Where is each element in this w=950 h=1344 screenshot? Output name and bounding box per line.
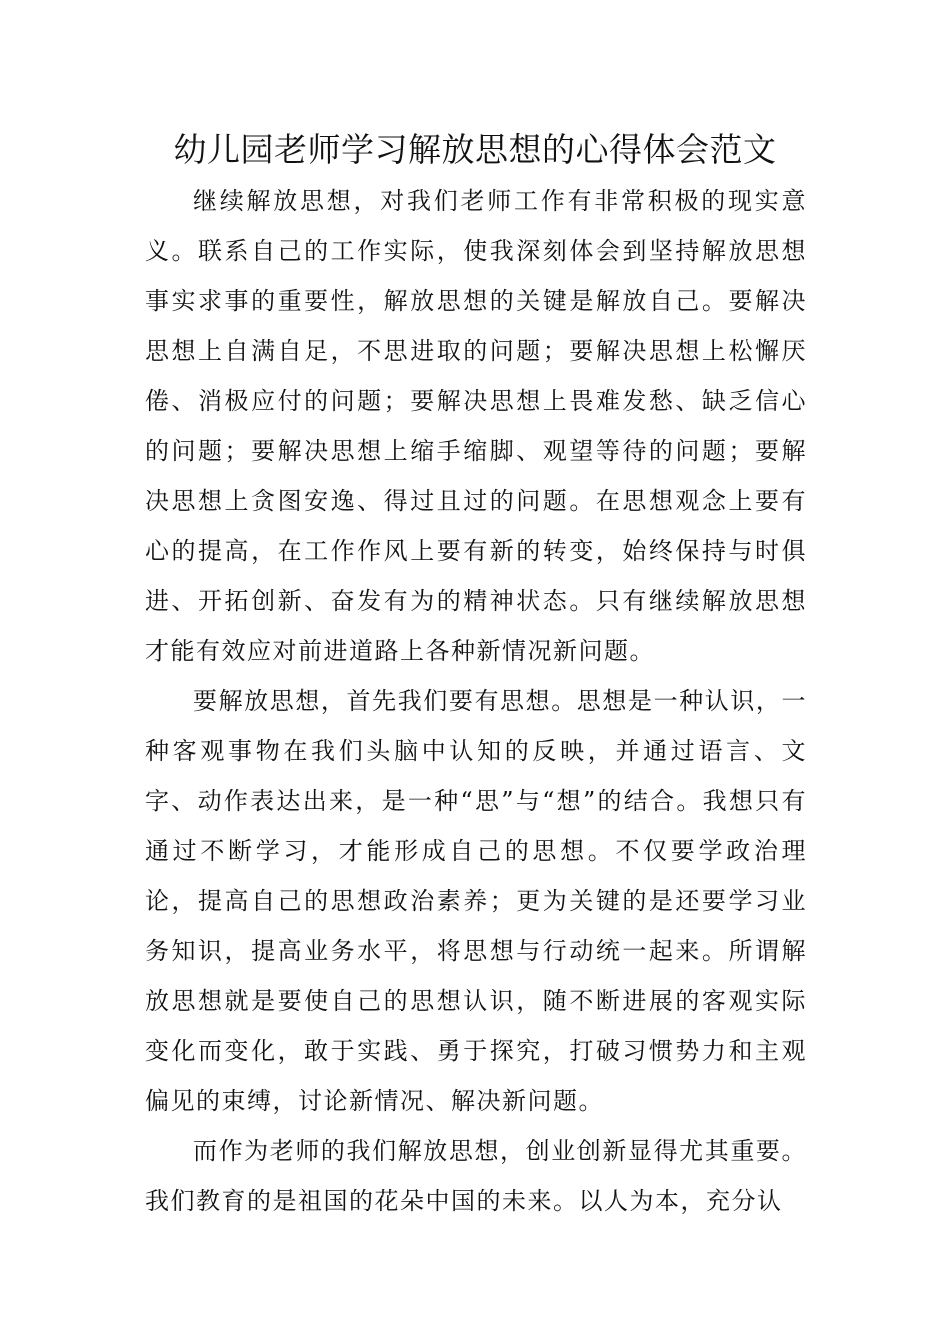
document-title: 幼儿园老师学习解放思想的心得体会范文 [173,130,777,169]
paragraph: 继续解放思想，对我们老师工作有非常积极的现实意义。联系自己的工作实际，使我深刻体会到坚持解放思想事实求事的重要性，解放思想的关键是解放自己。要解决思想上自满自足，不思进取的问题；要解决思想上松懈厌倦、消极应付的问题；要解决思想上畏难发愁、缺乏信心的问题；要解决思想上缩手缩脚、观望等待的问题；要解决思想上贪图安逸、得过且过的问题。在思想观念上要有心的提高，在工作作风上要有新的转变，始终保持与时俱进、开拓创新、奋发有为的精神状态。只有继续解放思想才能有效应对前进道路上各种新情况新问题。 [145,187,807,665]
document-body [145,176,807,1226]
paragraph: 要解放思想，首先我们要有思想。思想是一种认识，一种客观事物在我们头脑中认知的反映，并通过语言、文字、动作表达出来，是一种“思”与“想”的结合。我想只有通过不断学习，才能形成自己的思想。不仅要学政治理论，提高自己的思想政治素养；更为关键的是还要学习业务知识，提高业务水平，将思想与行动统一起来。所谓解放思想就是要使自己的思想认识，随不断进展的客观实际变化而变化，敢于实践、勇于探究，打破习惯势力和主观偏见的束缚，讨论新情况、解决新问题。 [145,687,807,1115]
paragraph: 而作为老师的我们解放思想，创业创新显得尤其重要。我们教育的是祖国的花朵中国的未来。以人为本，充分认 [145,1137,807,1215]
